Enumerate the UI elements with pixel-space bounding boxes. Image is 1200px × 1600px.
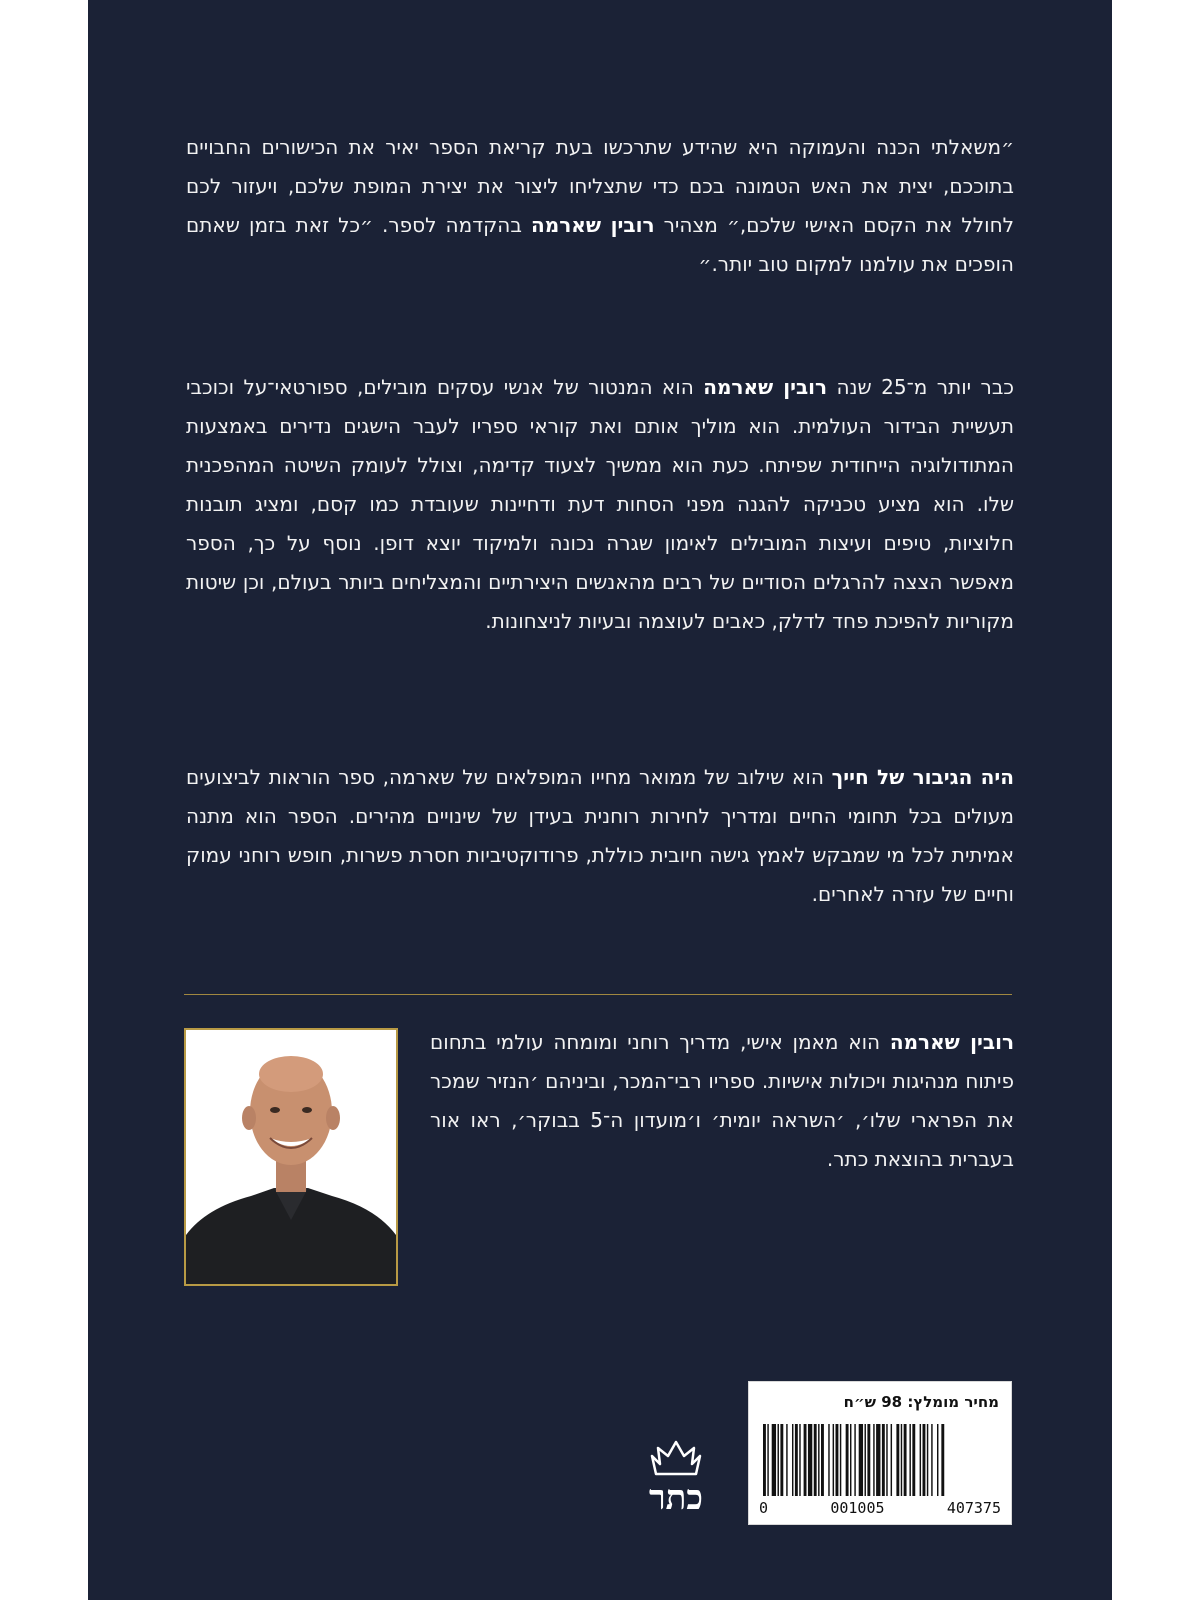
- barcode-bar: [836, 1424, 839, 1496]
- barcode-bar: [859, 1424, 863, 1496]
- book-summary-paragraph: היה הגיבור של חייך הוא שילוב של ממואר מחייו המופלאים של שארמה, ספר הוראות לביצועים מעולים בכל תחומי החיים ומדריך לחירות רוחנית בעידן של שינויים מהירים. הספר הוא מתנה אמיתית לכל מי שמבקש לאמץ גישה חיובית כוללת, פרודוקטיביות חסרת פשרות, חופש רוחני עמוק וחיים של עזרה לאחרים.: [186, 765, 1015, 906]
- barcode-bar: [886, 1424, 887, 1496]
- barcode-bar: [927, 1424, 928, 1496]
- barcode-bar: [840, 1424, 841, 1496]
- barcode-bar: [941, 1424, 944, 1496]
- author-name-inline: רובין שארמה: [703, 375, 828, 399]
- barcode-bar: [767, 1424, 768, 1496]
- quote-paragraph: ״משאלתי הכנה והעמוקה היא שהידע שתרכשו בעת קריאת הספר יאיר את הכישורים החבויים בתוככם, יצית את האש הטמונה בכם כדי שתצליחו ליצור את יצירת המופת שלכם, ויעזור לכם לחולל את הקסם האישי שלכם,״ מצהיר רובין שארמה בהקדמה לספר. ״כל זאת בזמן שאתם הופכים את עולמנו למקום טוב יותר.״: [186, 135, 1015, 276]
- barcode-bar: [912, 1424, 915, 1496]
- barcode-bar: [865, 1424, 866, 1496]
- barcode-bar: [828, 1424, 829, 1496]
- author-name-inline: רובין שארמה: [889, 1030, 1014, 1054]
- barcode-digit-group: 407375: [946, 1499, 1001, 1517]
- barcode-bar: [923, 1424, 926, 1496]
- barcode-bar: [909, 1424, 910, 1496]
- gold-divider: [184, 994, 1012, 995]
- barcode-digits: [759, 1498, 1001, 1518]
- author-portrait-icon: [184, 1028, 398, 1286]
- publisher-name: כתר: [648, 1478, 704, 1518]
- barcode-bar: [763, 1424, 766, 1496]
- price-label: מחיר מומלץ: 98 ש״ח: [843, 1393, 999, 1411]
- barcode-bar: [821, 1424, 824, 1496]
- barcode-icon: [759, 1424, 1001, 1500]
- barcode-bar: [920, 1424, 921, 1496]
- barcode-bar: [818, 1424, 819, 1496]
- barcode-bar: [772, 1424, 776, 1496]
- barcode-bar: [846, 1424, 849, 1496]
- barcode-bar: [804, 1424, 807, 1496]
- barcode-bar: [792, 1424, 793, 1496]
- barcode-bar: [850, 1424, 851, 1496]
- barcode-digit-group: 0: [759, 1499, 769, 1517]
- barcode-bar: [867, 1424, 870, 1496]
- barcode-bar: [786, 1424, 787, 1496]
- author-bio: רובין שארמה הוא מאמן אישי, מדריך רוחני ומומחה עולמי בתחום פיתוח מנהיגות ויכולות אישיות. ספריו רבי־המכר, וביניהם ׳הנזיר שמכר את הפרארי שלו׳, ׳השראה יומית׳ ו׳מועדון ה־5 בבוקר׳, ראו אור בעברית בהוצאת כתר.: [430, 1030, 1014, 1171]
- barcode-bar: [882, 1424, 885, 1496]
- barcode-bar: [876, 1424, 880, 1496]
- barcode-bar: [780, 1424, 783, 1496]
- barcode-digit-group: 001005: [830, 1499, 885, 1517]
- back-cover: [88, 0, 1112, 1600]
- barcode-bar: [891, 1424, 892, 1496]
- barcode-bar: [854, 1424, 855, 1496]
- book-title-inline: היה הגיבור של חייך: [831, 765, 1015, 789]
- barcode-label: [748, 1381, 1012, 1525]
- barcode-bar: [799, 1424, 800, 1496]
- barcode-bar: [937, 1424, 938, 1496]
- barcode-bar: [795, 1424, 798, 1496]
- barcode-bar: [778, 1424, 779, 1496]
- barcode-bar: [814, 1424, 817, 1496]
- author-description-paragraph: כבר יותר מ־25 שנה רובין שארמה הוא המנטור של אנשי עסקים מובילים, ספורטאי־על וכוכבי תעשיית הבידור העולמית. הוא מוליך אותם ואת קוראי ספריו לעבר הישגים נדירים באמצעות המתודולוגיה הייחודית שפיתח. כעת הוא ממשיך לצעוד קדימה, וצולל לעומק השיטה המהפכנית שלו. הוא מציע טכניקה להגנה מפני הסחות דעת ודחיינות שעובדת כמו קסם, ומציג תובנות חלוציות, טיפים ועיצות המובילים לאימון שגרה נכונה ולמיקוד יוצא דופן. נוסף על כך, הספר מאפשר הצצה להרגלים הסודיים של רבים מהאנשים היצירתיים והמצליחים ביותר בעולם, וכן שיטות מקוריות להפיכת פחד לדלק, כאבים לעוצמה ובעיות לניצחונות.: [186, 375, 1014, 633]
- barcode-bar: [904, 1424, 907, 1496]
- author-name-inline: רובין שארמה: [531, 213, 655, 237]
- barcode-bar: [896, 1424, 899, 1496]
- barcode-bar: [931, 1424, 932, 1496]
- barcode-bar: [808, 1424, 812, 1496]
- barcode-bar: [833, 1424, 834, 1496]
- barcode-bar: [873, 1424, 874, 1496]
- barcode-bar: [901, 1424, 902, 1496]
